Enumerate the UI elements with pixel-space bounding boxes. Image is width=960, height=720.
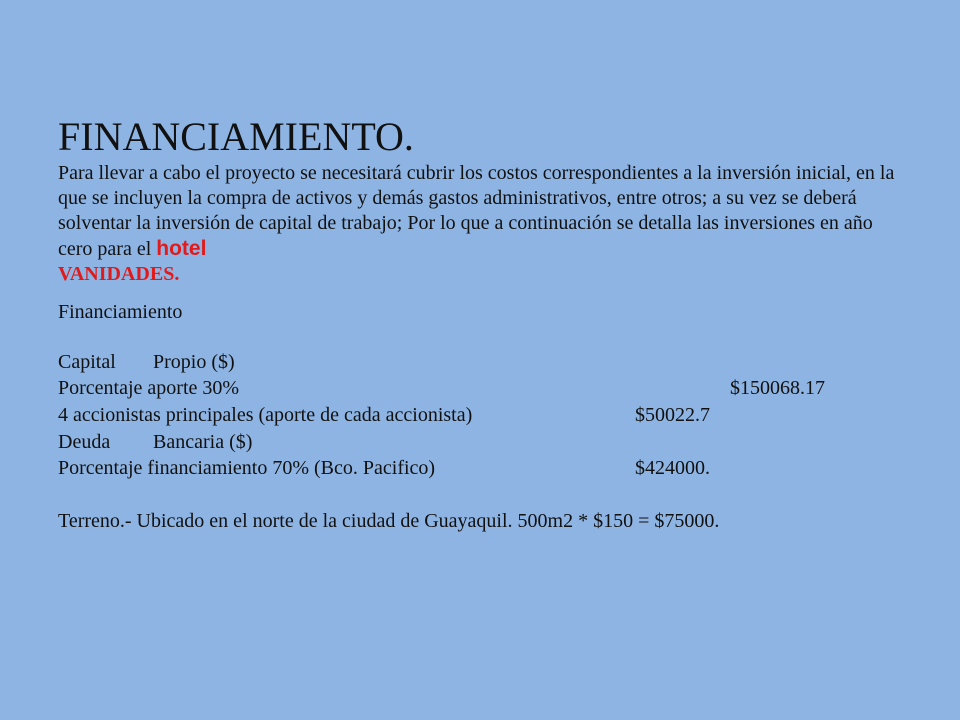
aporte-label: Porcentaje aporte 30% xyxy=(58,377,240,399)
terreno-line: Terreno.- Ubicado en el norte de la ciudad de Guayaquil. 500m2 * $150 = $75000. xyxy=(58,510,720,532)
intro-paragraph xyxy=(58,161,898,287)
accionistas-label: 4 accionistas principales (aporte de cada accionista) xyxy=(58,404,473,426)
slide-title: FINANCIAMIENTO. xyxy=(58,114,414,159)
hotel-accent: hotel xyxy=(156,237,207,260)
capital-type: Propio ($) xyxy=(153,351,235,373)
aporte-value: $150068.17 xyxy=(730,377,825,399)
accionistas-value: $50022.7 xyxy=(635,404,710,426)
intro-text: Para llevar a cabo el proyecto se necesitará cubrir los costos correspondientes a la inversión inicial, en la que se incluyen la compra de activos y demás gastos administrativos, entre otros; a su vez se deberá solventar la inversión de capital de trabajo; Por lo que a continuación se detalla las inversiones en año cero para el xyxy=(58,162,895,260)
hotel-name: VANIDADES. xyxy=(58,263,180,285)
capital-label: Capital xyxy=(58,351,116,373)
section-label: Financiamiento xyxy=(58,301,183,323)
financiamiento-label: Porcentaje financiamiento 70% (Bco. Pacifico) xyxy=(58,457,436,479)
deuda-type: Bancaria ($) xyxy=(153,431,253,453)
financiamiento-value: $424000. xyxy=(635,457,710,479)
deuda-label: Deuda xyxy=(58,431,111,453)
